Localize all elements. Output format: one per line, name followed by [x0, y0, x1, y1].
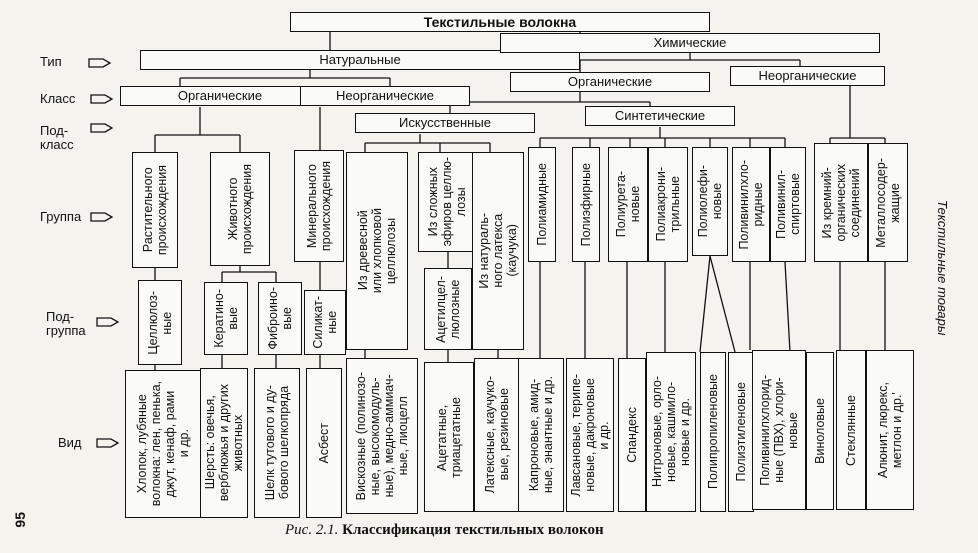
kind-glass: Стеклянные — [836, 350, 866, 510]
group-metal: Металлосодер- жащие — [868, 143, 908, 262]
kind-vinol: Виноловые — [806, 352, 834, 510]
kind-silk: Шелк тутового и ду- бового шелкопряда — [254, 368, 300, 518]
type-natural: Натуральные — [140, 50, 580, 70]
caption-prefix: Рис. 2.1. — [285, 522, 339, 538]
subgroup-cellulose: Целлюлоз- ные — [138, 280, 182, 365]
kind-spandex: Спандекс — [618, 358, 646, 512]
title-box: Текстильные волокна — [290, 12, 710, 32]
side-text: Текстильные товары — [935, 200, 950, 336]
group-silicon-organic: Из кремний- органических соединений — [814, 143, 868, 262]
group-polyolefin: Полиолефи- новые — [692, 147, 728, 256]
group-latex: Из натураль- ного латекса (каучука) — [472, 152, 524, 350]
arrow-right-icon — [88, 57, 112, 69]
subclass-synthetic: Синтетические — [585, 106, 735, 126]
subgroup-fibroin: Фиброино- вые — [258, 282, 302, 355]
kind-cotton-bast: Хлопок, лубяные волокна: лен, пенька, джут, кенаф, рами и др. — [125, 370, 201, 518]
row-label-class: Класс — [40, 91, 76, 106]
arrow-right-icon — [90, 122, 114, 134]
arrow-right-icon — [96, 316, 120, 328]
row-label-type: Тип — [40, 54, 62, 69]
kind-latex: Латексные, каучуко- вые, резиновые — [474, 358, 520, 512]
kind-nitron: Нитроновые, орло- новые, кашмило- новые и др. — [646, 352, 696, 512]
group-wood-cellulose: Из древесной или хлопковой целлюлозы — [346, 152, 408, 350]
group-animal: Животного происхождения — [210, 152, 270, 266]
kind-viscose: Вискозные (полинозо- ные, высокомодуль- ные), медно-аммиач- ные, лиоцелл — [346, 358, 418, 514]
group-polyvinyl-alcohol: Поливинил- спиртовые — [770, 147, 806, 262]
class-chemical-organic: Органические — [510, 72, 710, 92]
type-chemical: Химические — [500, 33, 880, 53]
figure-caption — [285, 522, 604, 539]
kind-pvc: Поливинилхлорид- ные (ПВХ), хлори- новые — [752, 350, 806, 510]
row-label-subclass: Под- класс — [40, 123, 74, 152]
group-polyamide: Полиамидные — [528, 147, 556, 262]
subclass-artificial: Искусственные — [355, 113, 535, 133]
class-natural-inorganic: Неорганические — [300, 86, 470, 106]
arrow-right-icon — [96, 437, 120, 449]
group-polyacrylonitrile: Полиакрони- трильные — [648, 147, 688, 262]
kind-polyethylene: Полиэтиленовые — [728, 352, 754, 512]
kind-asbestos: Асбест — [306, 368, 342, 518]
class-chemical-inorganic: Неорганические — [730, 66, 885, 86]
page-number: 95 — [12, 512, 28, 528]
caption-text: Классификация текстильных волокон — [342, 522, 604, 538]
arrow-right-icon — [90, 211, 114, 223]
group-plant: Растительного происхождения — [132, 152, 178, 268]
kind-kapron: Капроновые, амид- ные, энантные и др. — [518, 358, 564, 512]
class-natural-organic: Органические — [120, 86, 320, 106]
group-pvc: Поливинилхло- ридные — [732, 147, 770, 262]
kind-acetate: Ацетатные, триацетатные — [424, 362, 474, 512]
group-polyurethane: Полиурета- новые — [608, 147, 648, 262]
subgroup-silicate: Силикат- ные — [304, 290, 346, 355]
arrow-right-icon — [90, 93, 114, 105]
kind-wool: Шерсть: овечья, верблюжья и других животных — [200, 368, 248, 518]
subgroup-keratin: Кератино- вые — [204, 282, 248, 355]
group-cellulose-esters: Из сложных эфиров целлю- лозы — [418, 152, 476, 252]
group-polyester: Полиэфирные — [572, 147, 600, 262]
subgroup-acetylcellulose: Ацетилцел- люлозные — [424, 268, 472, 350]
kind-polypropylene: Полипропиленовые — [700, 352, 726, 512]
kind-metal: Алюнит, люрекс, метлон и др.' — [866, 350, 914, 510]
row-label-group: Группа — [40, 209, 82, 224]
row-label-subgroup: Под- группа — [46, 309, 86, 338]
group-mineral: Минерального происхождения — [294, 150, 344, 262]
kind-lavsan: Лавсановые, терипе- новые, дакроновые и др. — [566, 358, 614, 512]
row-label-kind: Вид — [58, 435, 82, 450]
